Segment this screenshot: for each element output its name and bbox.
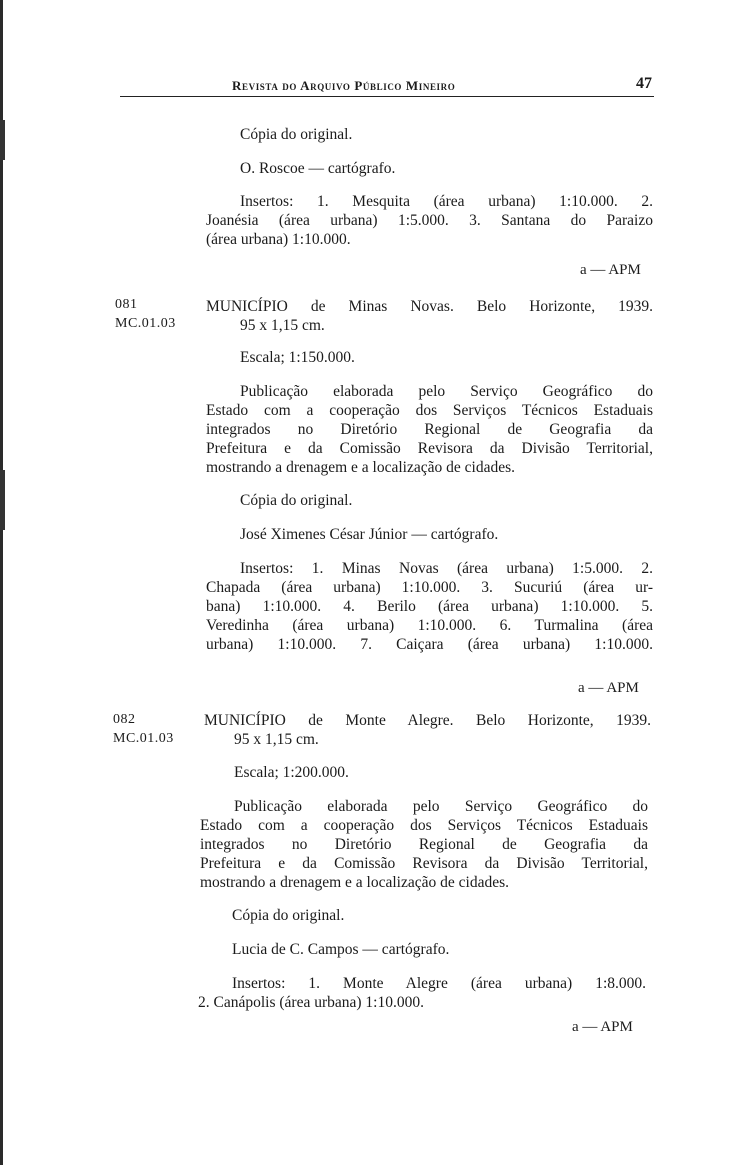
copy-note: Cópia do original. xyxy=(232,907,345,924)
spine-speck xyxy=(0,120,5,160)
running-title: Revista do Arquivo Público Mineiro xyxy=(232,78,456,93)
archive-signature: a — APM xyxy=(578,680,639,696)
cartographer-line: Lucia de C. Campos — cartógrafo. xyxy=(232,941,450,958)
entry-number: 081 xyxy=(115,297,138,312)
spine-speck xyxy=(0,470,5,530)
description-line: Estado com a cooperação dos Serviços Técnicos Estaduais xyxy=(206,402,653,419)
description-line: Publicação elaborada pelo Serviço Geográfico do xyxy=(234,798,648,815)
insets-line: Insertos: 1. Mesquita (área urbana) 1:10.000. 2. xyxy=(240,193,653,210)
copy-note: Cópia do original. xyxy=(240,492,353,509)
page-number: 47 xyxy=(636,75,652,92)
page-spine-edge xyxy=(0,0,3,1165)
entry-dimensions: 95 x 1,15 cm. xyxy=(234,731,319,748)
description-line: Publicação elaborada pelo Serviço Geográfico do xyxy=(240,383,653,400)
insets-line: bana) 1:10.000. 4. Berilo (área urbana) 1:10.000. 5. xyxy=(206,598,653,615)
insets-line: Veredinha (área urbana) 1:10.000. 6. Turmalina (área xyxy=(206,617,653,634)
insets-line: (área urbana) 1:10.000. xyxy=(206,231,351,248)
insets-line: Insertos: 1. Minas Novas (área urbana) 1:5.000. 2. xyxy=(240,560,653,577)
entry-code: MC.01.03 xyxy=(115,316,176,331)
description-line: Prefeitura e da Comissão Revisora da Divisão Territorial, xyxy=(200,855,648,872)
entry-code: MC.01.03 xyxy=(113,731,174,746)
archive-signature: a — APM xyxy=(580,262,641,278)
description-line: Prefeitura e da Comissão Revisora da Divisão Territorial, xyxy=(206,440,653,457)
entry-scale: Escala; 1:150.000. xyxy=(240,349,355,366)
insets-line: 2. Canápolis (área urbana) 1:10.000. xyxy=(198,994,424,1011)
description-line: integrados no Diretório Regional de Geografia da xyxy=(206,421,653,438)
insets-line: Insertos: 1. Monte Alegre (área urbana) 1:8.000. xyxy=(232,975,646,992)
description-line: integrados no Diretório Regional de Geografia da xyxy=(200,836,648,853)
copy-note: Cópia do original. xyxy=(240,126,353,143)
entry-title: MUNICÍPIO de Monte Alegre. Belo Horizonte, 1939. xyxy=(204,712,651,729)
running-header xyxy=(120,72,654,97)
description-line: mostrando a drenagem e a localização de cidades. xyxy=(200,874,509,891)
description-line: mostrando a drenagem e a localização de cidades. xyxy=(206,459,515,476)
insets-line: Joanésia (área urbana) 1:5.000. 3. Santana do Paraizo xyxy=(206,212,653,229)
entry-title: MUNICÍPIO de Minas Novas. Belo Horizonte, 1939. xyxy=(206,298,653,315)
archive-signature: a — APM xyxy=(572,1019,633,1035)
entry-scale: Escala; 1:200.000. xyxy=(234,764,349,781)
entry-number: 082 xyxy=(113,712,136,727)
insets-line: urbana) 1:10.000. 7. Caiçara (área urbana) 1:10.000. xyxy=(206,636,653,653)
insets-line: Chapada (área urbana) 1:10.000. 3. Sucuriú (área ur- xyxy=(206,579,653,596)
cartographer-line: José Ximenes César Júnior — cartógrafo. xyxy=(240,526,499,543)
description-line: Estado com a cooperação dos Serviços Técnicos Estaduais xyxy=(200,817,648,834)
entry-dimensions: 95 x 1,15 cm. xyxy=(240,317,325,334)
cartographer-line: O. Roscoe — cartógrafo. xyxy=(240,160,396,177)
